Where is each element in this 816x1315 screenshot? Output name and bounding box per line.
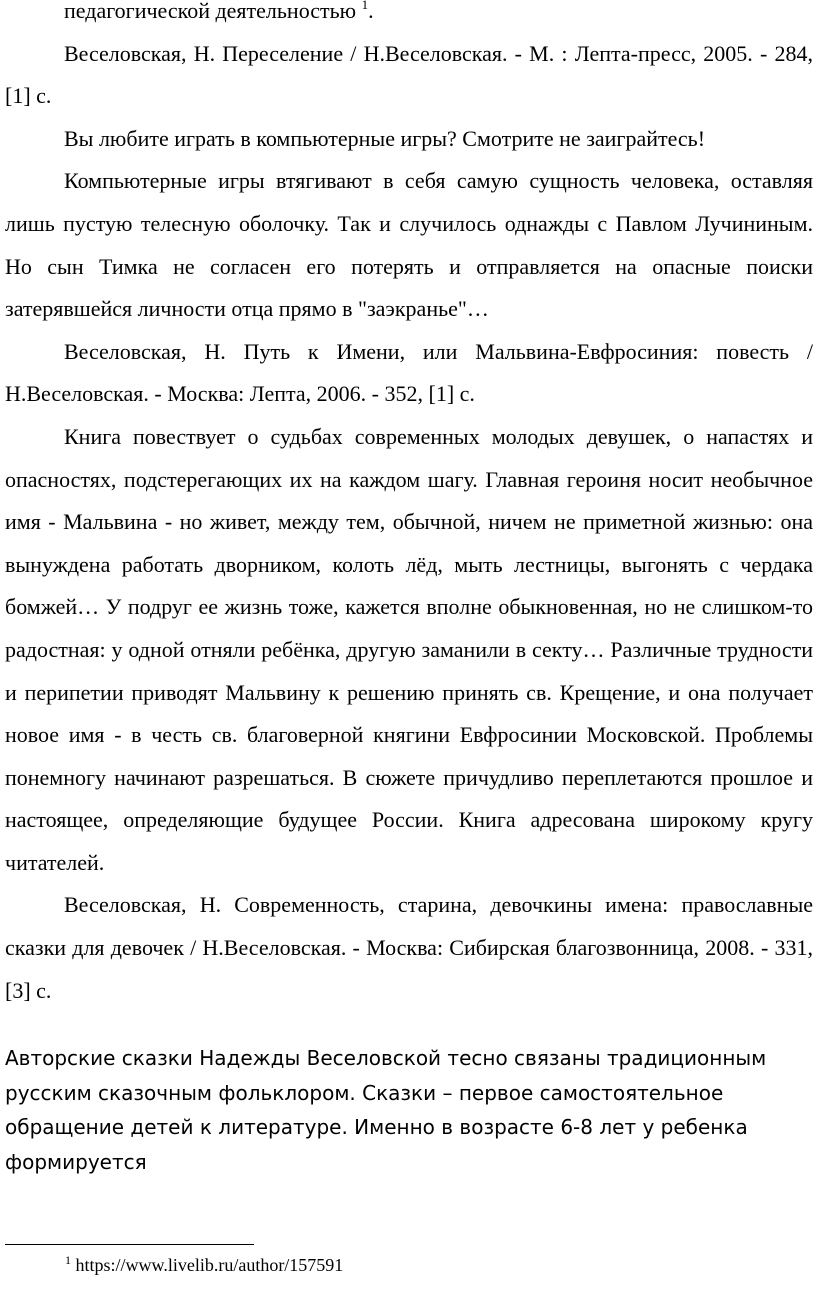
sans-line: обращение детей к литературе. Именно в возрасте 6-8 лет у ребенка: [5, 1115, 748, 1139]
footnote-link[interactable]: https://www.livelib.ru/author/157591: [71, 1255, 344, 1275]
annotation-tagline: Вы любите играть в компьютерные игры? Смотрите не заиграйтесь!: [64, 125, 706, 151]
paragraph-end-punctuation: .: [368, 0, 374, 23]
sans-line: Авторские сказки Надежды Веселовской тесно связаны традиционным: [5, 1046, 767, 1070]
bibliography-entry-sovremennost: Веселовская, Н. Современность, старина, девочкины имена: православные сказки для девочек / Н.Веселовская. - Москва: Сибирская благозвонница, 2008. - 331, [3] с.: [5, 892, 813, 1003]
bibliography-entry-put-k-imeni: Веселовская, Н. Путь к Имени, или Мальвина-Евфросиния: повесть / Н.Веселовская. - Москва: Лепта, 2006. - 352, [1] с.: [5, 338, 813, 407]
paragraph-continuation: [5, 0, 813, 33]
main-text: [5, 0, 813, 1012]
bibliography-entry-pereselenie: Веселовская, Н. Переселение / Н.Веселовская. - М. : Лепта-пресс, 2005. - 284, [1] с.: [5, 40, 813, 109]
sans-line: формируется: [5, 1149, 147, 1174]
footnote: [65, 1254, 343, 1276]
annotation-put-k-imeni: Книга повествует о судьбах современных молодых девушек, о напастях и опасностях, подстерегающих их на каждом шагу. Главная героиня носит необычное имя - Мальвина - но живет, между тем, обычной, ничем не приметной жизнью: она вынуждена работать дворником, колоть лёд, мыть лестницы, выгонять с чердака бомжей… У подруг ее жизнь тоже, кажется вполне обыкновенная, но не слишком-то радостная: у одной отняли ребёнка, другую заманили в секту… Различные трудности и перипетии приводят Мальвину к решению принять св. Крещение, и она получает новое имя - в честь св. благоверной княгини Евфросинии Московской. Проблемы понемногу начинают разрешаться. В сюжете причудливо переплетаются прошлое и настоящее, определяющие будущее России. Книга адресована широкому кругу читателей.: [5, 423, 813, 875]
annotation-pereselenie: Компьютерные игры втягивают в себя самую сущность человека, оставляя лишь пустую телесную оболочку. Так и случилось однажды с Павлом Лучининым. Но сын Тимка не согласен его потерять и отправляется на опасные поиски затерявшейся личности отца прямо в "заэкранье"…: [5, 168, 813, 322]
footnote-separator: [5, 1244, 254, 1245]
author-tales-paragraph: [5, 1041, 775, 1179]
paragraph-text: педагогической деятельностью: [64, 0, 362, 23]
footnote-reference[interactable]: 1: [361, 0, 369, 12]
footnote-marker: 1: [65, 1253, 71, 1267]
sans-line: русским сказочным фольклором. Сказки – первое самостоятельное: [5, 1080, 724, 1105]
